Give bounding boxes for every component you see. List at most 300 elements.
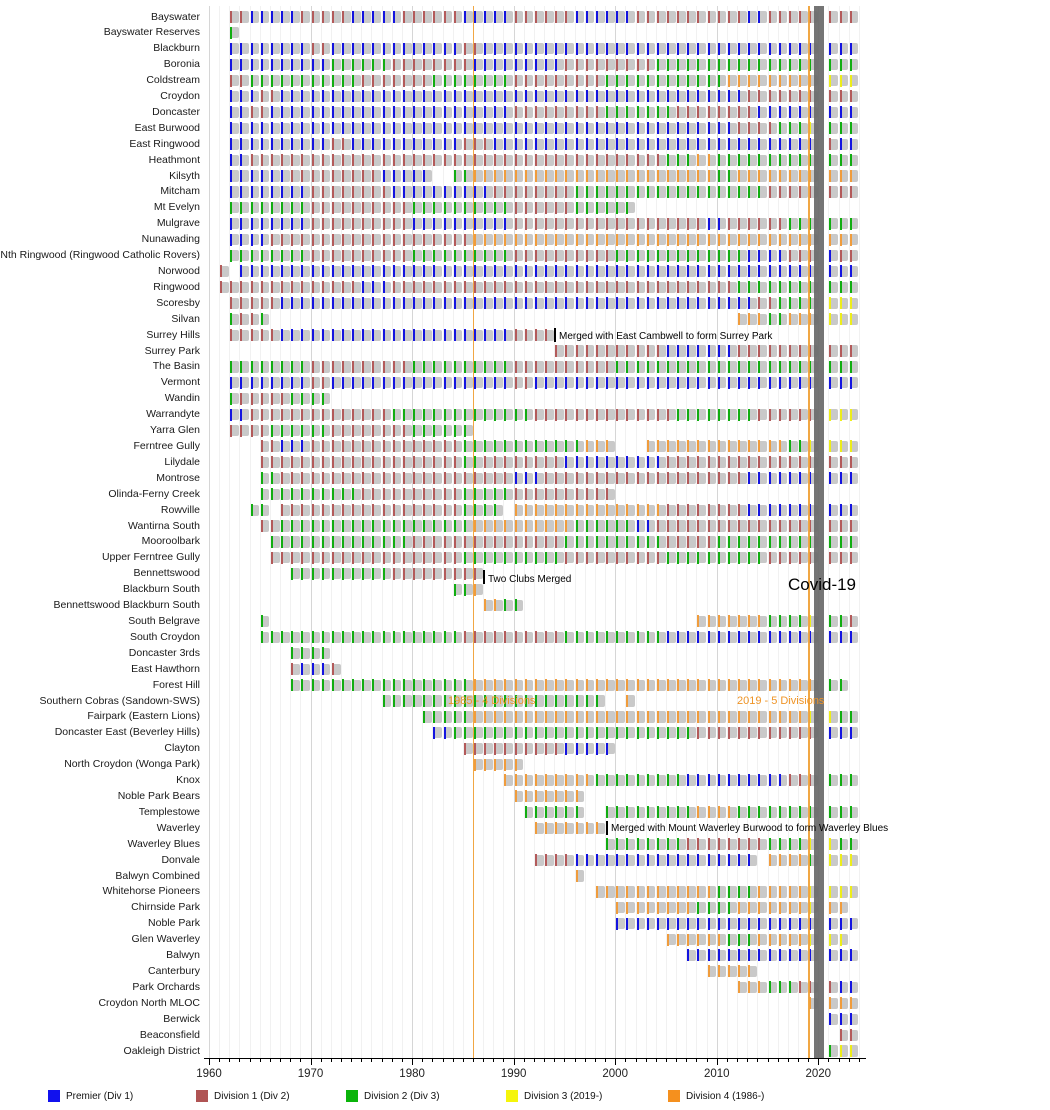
year-cell xyxy=(332,266,341,277)
year-cell xyxy=(423,536,432,547)
division-tick xyxy=(423,361,425,373)
year-cell xyxy=(789,632,798,643)
year-cell xyxy=(708,839,717,850)
year-cell xyxy=(677,886,686,897)
division-tick xyxy=(799,440,801,452)
division-tick xyxy=(687,186,689,198)
club-label: South Croydon xyxy=(129,630,200,643)
year-cell xyxy=(525,743,534,754)
division-tick xyxy=(322,425,324,437)
division-tick xyxy=(596,297,598,309)
year-cell xyxy=(230,298,239,309)
year-cell xyxy=(515,680,524,691)
division-tick xyxy=(484,361,486,373)
year-cell xyxy=(403,202,412,213)
year-cell xyxy=(616,107,625,118)
division-tick xyxy=(484,743,486,755)
year-cell xyxy=(301,520,310,531)
year-cell xyxy=(545,727,554,738)
division-tick xyxy=(322,297,324,309)
division-tick xyxy=(504,440,506,452)
division-tick xyxy=(596,90,598,102)
year-cell xyxy=(840,552,849,563)
axis-tick xyxy=(534,1059,535,1062)
club-label: Wandin xyxy=(164,392,200,405)
division-tick xyxy=(687,520,689,532)
division-tick xyxy=(738,11,740,23)
division-tick xyxy=(616,902,618,914)
year-cell xyxy=(738,75,747,86)
year-cell xyxy=(596,155,605,166)
division-tick xyxy=(840,774,842,786)
division-tick xyxy=(322,440,324,452)
division-tick xyxy=(312,250,314,262)
division-tick xyxy=(779,281,781,293)
division-tick xyxy=(464,409,466,421)
division-tick xyxy=(779,631,781,643)
division-tick xyxy=(281,472,283,484)
year-cell xyxy=(352,250,361,261)
division-tick xyxy=(281,297,283,309)
year-cell xyxy=(291,568,300,579)
division-tick xyxy=(251,122,253,134)
year-cell xyxy=(738,282,747,293)
year-cell xyxy=(403,234,412,245)
year-cell xyxy=(799,473,808,484)
division-tick xyxy=(261,504,263,516)
year-cell xyxy=(322,457,331,468)
year-cell xyxy=(769,441,778,452)
division-tick xyxy=(626,218,628,230)
year-cell xyxy=(769,139,778,150)
division-tick xyxy=(393,297,395,309)
year-cell xyxy=(728,918,737,929)
division-tick xyxy=(606,774,608,786)
year-cell xyxy=(515,43,524,54)
division-tick xyxy=(444,11,446,23)
year-cell xyxy=(789,91,798,102)
division-tick xyxy=(362,536,364,548)
division-tick xyxy=(677,886,679,898)
year-cell xyxy=(535,711,544,722)
division-tick xyxy=(576,711,578,723)
division-tick xyxy=(240,377,242,389)
year-cell xyxy=(637,632,646,643)
division-tick xyxy=(728,504,730,516)
division-tick xyxy=(484,281,486,293)
division-tick xyxy=(515,106,517,118)
division-tick xyxy=(748,854,750,866)
year-cell xyxy=(850,59,859,70)
year-cell xyxy=(576,409,585,420)
division-tick xyxy=(829,154,831,166)
division-tick xyxy=(616,552,618,564)
year-cell xyxy=(494,361,503,372)
year-cell xyxy=(484,409,493,420)
division-tick xyxy=(413,11,415,23)
year-cell xyxy=(525,170,534,181)
year-cell xyxy=(850,1014,859,1025)
division-tick xyxy=(291,520,293,532)
club-label: Balwyn xyxy=(166,949,200,962)
year-cell xyxy=(301,298,310,309)
division-tick xyxy=(850,265,852,277)
year-cell xyxy=(647,155,656,166)
year-cell xyxy=(850,91,859,102)
year-cell xyxy=(708,409,717,420)
year-cell xyxy=(606,345,615,356)
year-cell xyxy=(596,377,605,388)
year-cell xyxy=(372,170,381,181)
division-tick xyxy=(769,711,771,723)
year-cell xyxy=(576,43,585,54)
division-tick xyxy=(372,186,374,198)
year-cell xyxy=(616,457,625,468)
division-tick xyxy=(637,631,639,643)
axis-tick xyxy=(717,1059,718,1065)
division-tick xyxy=(565,488,567,500)
year-cell xyxy=(312,552,321,563)
division-tick xyxy=(271,297,273,309)
division-tick xyxy=(352,440,354,452)
year-cell xyxy=(352,123,361,134)
division-tick xyxy=(840,170,842,182)
division-tick xyxy=(748,43,750,55)
division-tick xyxy=(393,456,395,468)
division-tick xyxy=(728,218,730,230)
division-tick xyxy=(403,631,405,643)
division-tick xyxy=(697,615,699,627)
club-label: Bennettswood xyxy=(133,567,200,580)
division-tick xyxy=(555,218,557,230)
division-tick xyxy=(484,202,486,214)
year-cell xyxy=(433,441,442,452)
year-cell xyxy=(413,473,422,484)
division-tick xyxy=(261,59,263,71)
division-tick xyxy=(738,918,740,930)
year-cell xyxy=(565,711,574,722)
division-tick xyxy=(312,265,314,277)
merge-tick-waverley xyxy=(606,821,608,835)
division-tick xyxy=(312,393,314,405)
division-tick xyxy=(758,281,760,293)
division-tick xyxy=(555,806,557,818)
division-tick xyxy=(850,504,852,516)
division-tick xyxy=(596,472,598,484)
year-cell xyxy=(474,170,483,181)
year-cell xyxy=(301,393,310,404)
division-tick xyxy=(708,965,710,977)
year-cell xyxy=(637,234,646,245)
year-cell xyxy=(758,155,767,166)
division-tick xyxy=(504,265,506,277)
year-cell xyxy=(474,218,483,229)
year-cell xyxy=(829,855,838,866)
year-cell xyxy=(444,632,453,643)
division-tick xyxy=(677,711,679,723)
year-cell xyxy=(555,823,564,834)
division-tick xyxy=(281,234,283,246)
division-tick xyxy=(322,43,324,55)
year-cell xyxy=(504,11,513,22)
year-cell xyxy=(444,218,453,229)
year-cell xyxy=(728,409,737,420)
division-tick xyxy=(840,615,842,627)
year-cell xyxy=(301,186,310,197)
division-tick xyxy=(576,854,578,866)
division-tick xyxy=(312,631,314,643)
division-tick xyxy=(332,218,334,230)
division-tick xyxy=(576,440,578,452)
year-cell xyxy=(779,11,788,22)
year-cell xyxy=(850,950,859,961)
year-cell xyxy=(738,59,747,70)
division-tick xyxy=(647,281,649,293)
year-cell xyxy=(829,457,838,468)
division-tick xyxy=(677,838,679,850)
division-tick xyxy=(829,1045,831,1057)
division-tick xyxy=(657,265,659,277)
club-label: Scoresby xyxy=(156,296,200,309)
year-cell xyxy=(616,902,625,913)
division-tick xyxy=(657,854,659,866)
year-cell xyxy=(352,361,361,372)
year-cell xyxy=(403,75,412,86)
year-cell xyxy=(576,202,585,213)
year-cell xyxy=(240,59,249,70)
division-tick xyxy=(829,106,831,118)
club-label: Mt Evelyn xyxy=(153,201,200,214)
division-2-swatch xyxy=(346,1090,358,1102)
year-cell xyxy=(779,218,788,229)
year-cell xyxy=(240,75,249,86)
division-tick xyxy=(393,631,395,643)
year-cell xyxy=(799,107,808,118)
axis-tick xyxy=(524,1059,525,1062)
year-cell xyxy=(230,75,239,86)
division-tick xyxy=(769,106,771,118)
year-cell xyxy=(484,759,493,770)
club-label: Mooroolbark xyxy=(141,535,200,548)
year-cell xyxy=(372,425,381,436)
year-cell xyxy=(352,680,361,691)
year-cell xyxy=(667,552,676,563)
year-cell xyxy=(829,998,838,1009)
year-cell xyxy=(606,59,615,70)
division-tick xyxy=(799,106,801,118)
division-tick xyxy=(657,520,659,532)
year-cell xyxy=(829,155,838,166)
division-tick xyxy=(565,774,567,786)
year-cell xyxy=(403,123,412,134)
division-tick xyxy=(667,774,669,786)
division-tick xyxy=(789,75,791,87)
year-cell xyxy=(240,107,249,118)
division-tick xyxy=(261,631,263,643)
year-cell xyxy=(758,457,767,468)
division-tick xyxy=(616,886,618,898)
division-tick xyxy=(240,106,242,118)
year-cell xyxy=(322,409,331,420)
division-tick xyxy=(281,488,283,500)
division-tick xyxy=(403,488,405,500)
division-tick xyxy=(413,170,415,182)
year-cell xyxy=(718,966,727,977)
year-cell xyxy=(626,107,635,118)
year-cell xyxy=(840,75,849,86)
year-cell xyxy=(789,934,798,945)
year-cell xyxy=(799,59,808,70)
division-tick xyxy=(261,361,263,373)
division-tick xyxy=(728,727,730,739)
year-cell xyxy=(697,505,706,516)
division-tick xyxy=(555,854,557,866)
year-cell xyxy=(667,441,676,452)
division-tick xyxy=(342,265,344,277)
year-cell xyxy=(352,505,361,516)
covid-bar xyxy=(814,6,824,1058)
year-cell xyxy=(383,520,392,531)
division-tick xyxy=(393,75,395,87)
year-cell xyxy=(261,520,270,531)
division-tick xyxy=(789,297,791,309)
year-cell xyxy=(708,170,717,181)
division-tick xyxy=(667,727,669,739)
year-cell xyxy=(840,998,849,1009)
year-cell xyxy=(464,139,473,150)
year-cell xyxy=(525,266,534,277)
year-cell xyxy=(362,139,371,150)
year-cell xyxy=(718,441,727,452)
division-tick xyxy=(647,154,649,166)
year-cell xyxy=(251,123,260,134)
year-cell xyxy=(525,250,534,261)
division-tick xyxy=(748,981,750,993)
year-cell xyxy=(261,330,270,341)
year-cell xyxy=(271,107,280,118)
year-cell xyxy=(708,855,717,866)
division-tick xyxy=(565,122,567,134)
year-cell xyxy=(657,11,666,22)
division-tick xyxy=(484,234,486,246)
year-cell xyxy=(576,680,585,691)
division-tick xyxy=(515,138,517,150)
division-tick xyxy=(779,711,781,723)
year-cell xyxy=(829,1014,838,1025)
year-cell xyxy=(525,75,534,86)
division-tick xyxy=(799,854,801,866)
year-cell xyxy=(251,314,260,325)
year-cell xyxy=(383,680,392,691)
year-cell xyxy=(708,43,717,54)
year-cell xyxy=(393,43,402,54)
division-tick xyxy=(840,345,842,357)
year-cell xyxy=(657,123,666,134)
year-cell xyxy=(251,43,260,54)
division-tick xyxy=(728,234,730,246)
division-tick xyxy=(301,393,303,405)
year-cell xyxy=(586,377,595,388)
year-cell xyxy=(322,170,331,181)
year-cell xyxy=(433,91,442,102)
axis-tick xyxy=(727,1059,728,1062)
division-tick xyxy=(545,170,547,182)
division-tick xyxy=(504,377,506,389)
division-tick xyxy=(403,250,405,262)
division-tick xyxy=(403,234,405,246)
year-cell xyxy=(433,361,442,372)
year-cell xyxy=(596,775,605,786)
division-tick xyxy=(718,170,720,182)
division-tick xyxy=(677,631,679,643)
division-tick xyxy=(850,218,852,230)
year-cell xyxy=(515,234,524,245)
year-cell xyxy=(829,75,838,86)
division-tick xyxy=(606,472,608,484)
year-cell xyxy=(383,250,392,261)
year-cell xyxy=(342,409,351,420)
year-cell xyxy=(555,345,564,356)
year-cell xyxy=(494,473,503,484)
year-cell xyxy=(657,918,666,929)
division-tick xyxy=(769,43,771,55)
division-tick xyxy=(393,440,395,452)
year-cell xyxy=(515,361,524,372)
division-tick xyxy=(748,234,750,246)
division-tick xyxy=(261,313,263,325)
division-tick xyxy=(301,504,303,516)
division-tick xyxy=(677,456,679,468)
division-tick xyxy=(738,679,740,691)
year-cell xyxy=(677,505,686,516)
year-cell xyxy=(626,918,635,929)
division-tick xyxy=(586,743,588,755)
year-cell xyxy=(494,234,503,245)
year-cell xyxy=(464,520,473,531)
division-tick xyxy=(718,456,720,468)
year-cell xyxy=(616,839,625,850)
year-cell xyxy=(352,107,361,118)
year-cell xyxy=(758,711,767,722)
year-cell xyxy=(504,75,513,86)
division-tick xyxy=(312,186,314,198)
year-cell xyxy=(586,202,595,213)
year-cell xyxy=(647,43,656,54)
year-cell xyxy=(596,743,605,754)
year-cell xyxy=(555,695,564,706)
division-tick xyxy=(657,345,659,357)
year-cell xyxy=(850,123,859,134)
year-cell xyxy=(748,298,757,309)
year-cell xyxy=(576,489,585,500)
year-cell xyxy=(728,298,737,309)
division-tick xyxy=(261,265,263,277)
division-tick xyxy=(758,361,760,373)
division-tick xyxy=(362,43,364,55)
year-cell xyxy=(728,345,737,356)
year-cell xyxy=(769,59,778,70)
division-tick xyxy=(444,488,446,500)
year-cell xyxy=(596,59,605,70)
division-tick xyxy=(362,568,364,580)
division-tick xyxy=(464,425,466,437)
division-tick xyxy=(565,43,567,55)
division-tick xyxy=(667,886,669,898)
year-cell xyxy=(403,155,412,166)
year-cell xyxy=(565,202,574,213)
division-tick xyxy=(423,138,425,150)
year-cell xyxy=(657,218,666,229)
